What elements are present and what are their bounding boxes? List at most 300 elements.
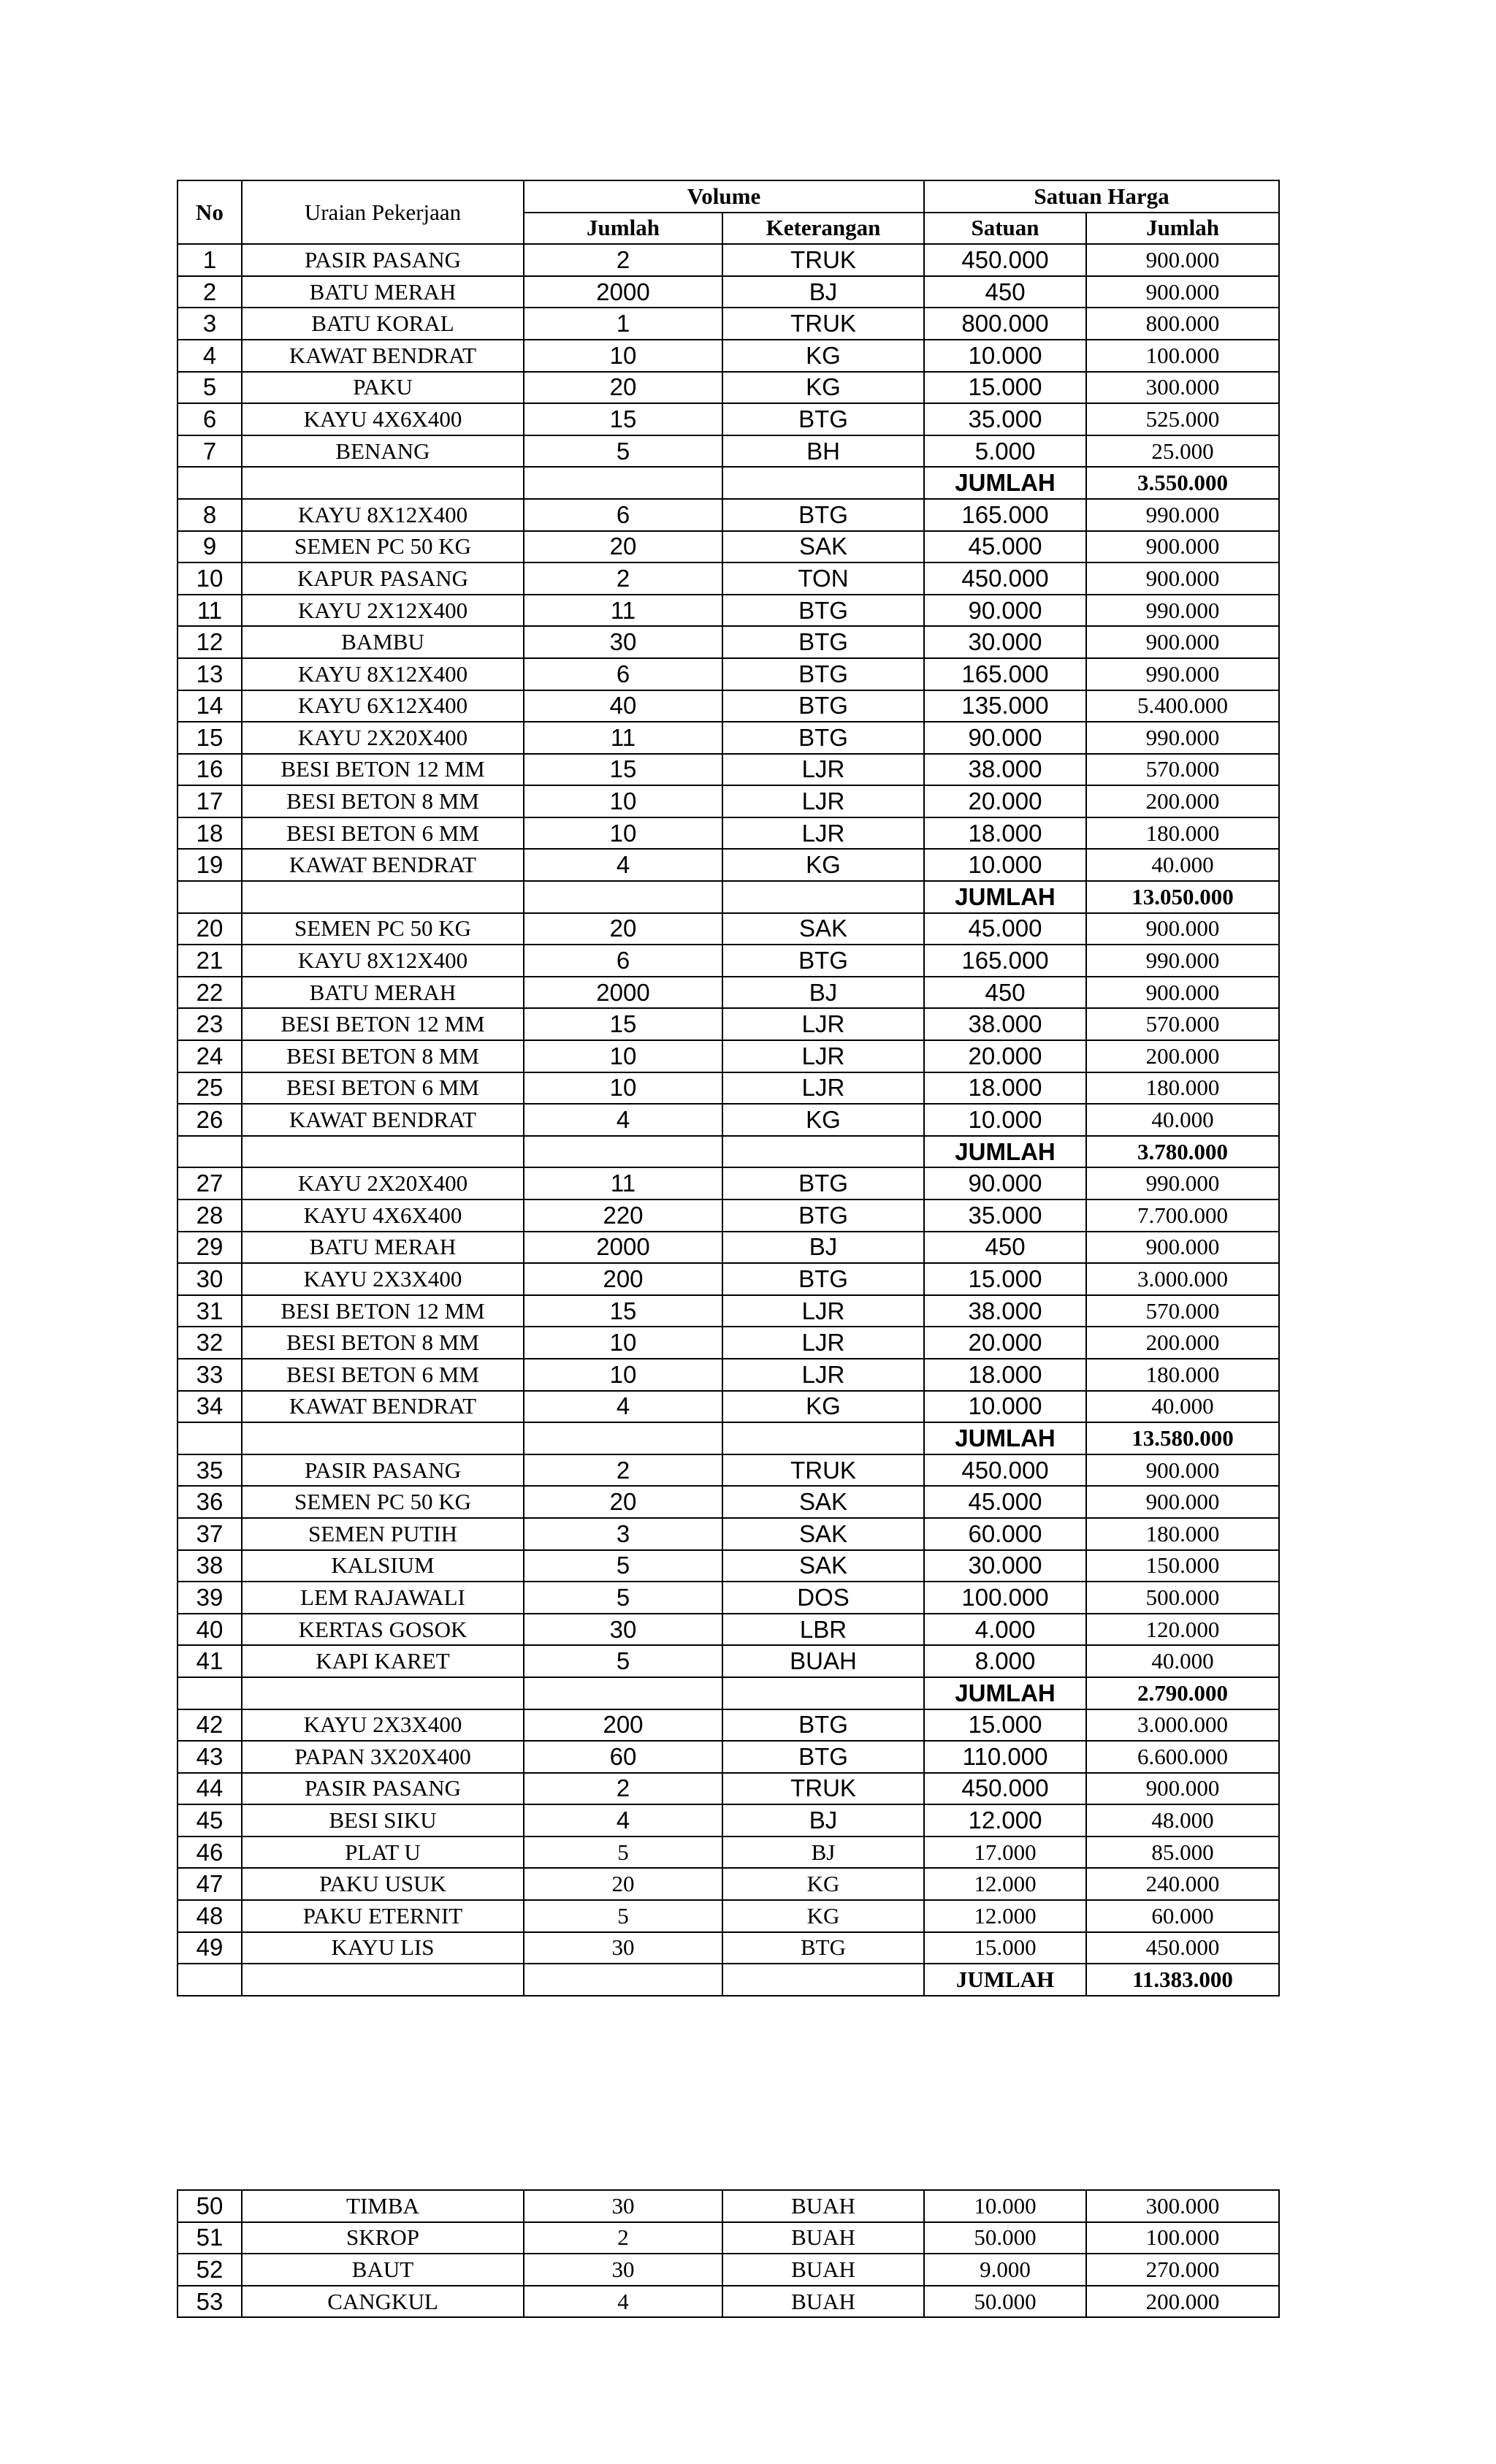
row-uraian: LEM RAJAWALI — [242, 1582, 524, 1614]
row-satuan: 35.000 — [924, 403, 1086, 435]
row-total: 800.000 — [1086, 308, 1279, 340]
table-row — [178, 595, 1279, 627]
row-total: 200.000 — [1086, 1040, 1279, 1072]
row-uraian: KAPI KARET — [242, 1645, 524, 1677]
row-uraian: BATU MERAH — [242, 977, 524, 1009]
row-total: 900.000 — [1086, 626, 1279, 658]
row-satuan: 38.000 — [924, 1295, 1086, 1327]
row-no: 23 — [178, 1008, 242, 1040]
row-total: 85.000 — [1086, 1836, 1279, 1869]
row-no: 51 — [178, 2222, 242, 2254]
table-row — [178, 1804, 1279, 1836]
subtotal-label: JUMLAH — [924, 1422, 1086, 1454]
row-satuan: 20.000 — [924, 1040, 1086, 1072]
subtotal-empty — [524, 1964, 722, 1996]
row-uraian: PAKU — [242, 372, 524, 404]
row-uraian: BESI BETON 12 MM — [242, 1008, 524, 1040]
row-satuan: 90.000 — [924, 595, 1086, 627]
row-total: 450.000 — [1086, 1932, 1279, 1964]
table-row — [178, 1836, 1279, 1869]
row-uraian: CANGKUL — [242, 2286, 524, 2318]
row-total: 180.000 — [1086, 1359, 1279, 1391]
subtotal-row — [178, 1677, 1279, 1709]
row-keterangan: BJ — [722, 1836, 924, 1869]
row-satuan: 17.000 — [924, 1836, 1086, 1869]
row-keterangan: BTG — [722, 595, 924, 627]
row-jumlah: 2000 — [524, 977, 722, 1009]
table-row — [178, 531, 1279, 563]
row-total: 40.000 — [1086, 849, 1279, 881]
header-satuan-harga: Satuan Harga — [924, 180, 1279, 213]
table-row — [178, 1232, 1279, 1264]
row-jumlah: 11 — [524, 722, 722, 754]
row-keterangan: BTG — [722, 1167, 924, 1199]
row-total: 180.000 — [1086, 817, 1279, 850]
row-jumlah: 6 — [524, 499, 722, 531]
row-satuan: 8.000 — [924, 1645, 1086, 1677]
row-keterangan: SAK — [722, 531, 924, 563]
row-total: 40.000 — [1086, 1104, 1279, 1136]
row-jumlah: 4 — [524, 1104, 722, 1136]
table-body-continued — [178, 2190, 1279, 2317]
row-uraian: PASIR PASANG — [242, 1773, 524, 1805]
table-header — [178, 180, 1279, 244]
row-keterangan: BTG — [722, 1932, 924, 1964]
subtotal-empty — [242, 1677, 524, 1709]
table-row — [178, 1295, 1279, 1327]
table-row — [178, 372, 1279, 404]
row-no: 25 — [178, 1072, 242, 1105]
table-row — [178, 1327, 1279, 1359]
row-no: 37 — [178, 1518, 242, 1550]
row-uraian: PLAT U — [242, 1836, 524, 1869]
row-jumlah: 4 — [524, 2286, 722, 2318]
row-satuan: 35.000 — [924, 1199, 1086, 1232]
table-row — [178, 626, 1279, 658]
row-satuan: 12.000 — [924, 1804, 1086, 1836]
row-uraian: BAUT — [242, 2254, 524, 2286]
row-keterangan: SAK — [722, 1550, 924, 1582]
row-uraian: BAMBU — [242, 626, 524, 658]
table-row — [178, 1263, 1279, 1295]
row-jumlah: 200 — [524, 1263, 722, 1295]
row-total: 40.000 — [1086, 1645, 1279, 1677]
row-satuan: 12.000 — [924, 1900, 1086, 1932]
row-keterangan: LJR — [722, 1359, 924, 1391]
row-total: 240.000 — [1086, 1868, 1279, 1900]
subtotal-empty — [524, 1677, 722, 1709]
subtotal-empty — [178, 1136, 242, 1168]
row-no: 5 — [178, 372, 242, 404]
row-keterangan: KG — [722, 1900, 924, 1932]
subtotal-value: 3.780.000 — [1086, 1136, 1279, 1168]
row-jumlah: 2 — [524, 1454, 722, 1487]
header-jumlah-harga: Jumlah — [1086, 213, 1279, 245]
row-jumlah: 15 — [524, 1008, 722, 1040]
row-total: 180.000 — [1086, 1518, 1279, 1550]
subtotal-empty — [242, 1422, 524, 1454]
table-row — [178, 817, 1279, 850]
row-total: 300.000 — [1086, 372, 1279, 404]
row-keterangan: BJ — [722, 1804, 924, 1836]
row-keterangan: BJ — [722, 1232, 924, 1264]
row-no: 47 — [178, 1868, 242, 1900]
table-row — [178, 1709, 1279, 1742]
subtotal-row — [178, 1964, 1279, 1996]
row-keterangan: SAK — [722, 913, 924, 945]
row-jumlah: 10 — [524, 1359, 722, 1391]
row-no: 39 — [178, 1582, 242, 1614]
table-row — [178, 1199, 1279, 1232]
subtotal-empty — [178, 467, 242, 499]
row-satuan: 90.000 — [924, 1167, 1086, 1199]
subtotal-row — [178, 1422, 1279, 1454]
row-no: 14 — [178, 690, 242, 722]
row-total: 200.000 — [1086, 2286, 1279, 2318]
row-satuan: 135.000 — [924, 690, 1086, 722]
row-keterangan: BUAH — [722, 2286, 924, 2318]
row-satuan: 10.000 — [924, 1391, 1086, 1423]
row-total: 200.000 — [1086, 1327, 1279, 1359]
row-uraian: KAYU LIS — [242, 1932, 524, 1964]
row-no: 8 — [178, 499, 242, 531]
row-no: 35 — [178, 1454, 242, 1487]
table-row — [178, 977, 1279, 1009]
row-keterangan: LJR — [722, 817, 924, 850]
row-jumlah: 5 — [524, 435, 722, 468]
row-satuan: 18.000 — [924, 1359, 1086, 1391]
row-total: 900.000 — [1086, 276, 1279, 308]
row-total: 100.000 — [1086, 2222, 1279, 2254]
row-satuan: 45.000 — [924, 1486, 1086, 1518]
row-satuan: 15.000 — [924, 1709, 1086, 1742]
subtotal-empty — [722, 1136, 924, 1168]
row-keterangan: BUAH — [722, 2222, 924, 2254]
row-total: 900.000 — [1086, 1232, 1279, 1264]
row-no: 32 — [178, 1327, 242, 1359]
row-satuan: 800.000 — [924, 308, 1086, 340]
table-row — [178, 658, 1279, 690]
row-jumlah: 5 — [524, 1900, 722, 1932]
row-jumlah: 40 — [524, 690, 722, 722]
subtotal-row — [178, 1136, 1279, 1168]
row-jumlah: 5 — [524, 1836, 722, 1869]
subtotal-empty — [178, 1677, 242, 1709]
row-satuan: 450.000 — [924, 562, 1086, 595]
subtotal-label: JUMLAH — [924, 1136, 1086, 1168]
row-uraian: KAYU 8X12X400 — [242, 945, 524, 977]
table-row — [178, 1900, 1279, 1932]
row-satuan: 110.000 — [924, 1741, 1086, 1773]
row-uraian: BATU MERAH — [242, 276, 524, 308]
table-row — [178, 435, 1279, 468]
subtotal-label: JUMLAH — [924, 1964, 1086, 1996]
row-jumlah: 200 — [524, 1709, 722, 1742]
table-row — [178, 945, 1279, 977]
row-total: 6.600.000 — [1086, 1741, 1279, 1773]
row-total: 40.000 — [1086, 1391, 1279, 1423]
row-keterangan: BUAH — [722, 2254, 924, 2286]
row-keterangan: LBR — [722, 1614, 924, 1646]
row-keterangan: SAK — [722, 1518, 924, 1550]
row-satuan: 450.000 — [924, 244, 1086, 276]
row-no: 49 — [178, 1932, 242, 1964]
row-keterangan: TON — [722, 562, 924, 595]
row-satuan: 9.000 — [924, 2254, 1086, 2286]
row-keterangan: LJR — [722, 1072, 924, 1105]
row-uraian: BESI BETON 12 MM — [242, 754, 524, 786]
table-row — [178, 1868, 1279, 1900]
header-keterangan: Keterangan — [722, 213, 924, 245]
row-no: 46 — [178, 1836, 242, 1869]
row-jumlah: 5 — [524, 1645, 722, 1677]
row-no: 1 — [178, 244, 242, 276]
table-row — [178, 1040, 1279, 1072]
row-jumlah: 20 — [524, 913, 722, 945]
row-satuan: 18.000 — [924, 1072, 1086, 1105]
row-satuan: 10.000 — [924, 340, 1086, 372]
row-total: 900.000 — [1086, 562, 1279, 595]
row-no: 9 — [178, 531, 242, 563]
row-jumlah: 20 — [524, 372, 722, 404]
row-jumlah: 2 — [524, 244, 722, 276]
row-satuan: 30.000 — [924, 1550, 1086, 1582]
row-jumlah: 10 — [524, 340, 722, 372]
row-uraian: BESI BETON 8 MM — [242, 785, 524, 817]
row-uraian: KAWAT BENDRAT — [242, 849, 524, 881]
row-jumlah: 20 — [524, 1486, 722, 1518]
row-satuan: 165.000 — [924, 499, 1086, 531]
subtotal-label: JUMLAH — [924, 881, 1086, 913]
table-row — [178, 1614, 1279, 1646]
row-keterangan: BJ — [722, 977, 924, 1009]
row-no: 21 — [178, 945, 242, 977]
row-jumlah: 11 — [524, 595, 722, 627]
table-row — [178, 308, 1279, 340]
row-uraian: KAWAT BENDRAT — [242, 1391, 524, 1423]
subtotal-empty — [722, 1964, 924, 1996]
row-satuan: 15.000 — [924, 1932, 1086, 1964]
subtotal-empty — [524, 1422, 722, 1454]
row-jumlah: 4 — [524, 1391, 722, 1423]
row-jumlah: 10 — [524, 1327, 722, 1359]
row-no: 24 — [178, 1040, 242, 1072]
row-keterangan: BTG — [722, 658, 924, 690]
row-satuan: 4.000 — [924, 1614, 1086, 1646]
row-no: 41 — [178, 1645, 242, 1677]
row-total: 5.400.000 — [1086, 690, 1279, 722]
row-keterangan: BTG — [722, 690, 924, 722]
row-satuan: 450.000 — [924, 1454, 1086, 1487]
row-jumlah: 6 — [524, 945, 722, 977]
row-uraian: BESI SIKU — [242, 1804, 524, 1836]
row-no: 17 — [178, 785, 242, 817]
table-row — [178, 562, 1279, 595]
row-jumlah: 2 — [524, 2222, 722, 2254]
row-total: 120.000 — [1086, 1614, 1279, 1646]
row-keterangan: BTG — [722, 403, 924, 435]
row-keterangan: BTG — [722, 626, 924, 658]
row-keterangan: KG — [722, 1868, 924, 1900]
row-jumlah: 30 — [524, 626, 722, 658]
row-jumlah: 220 — [524, 1199, 722, 1232]
row-satuan: 30.000 — [924, 626, 1086, 658]
row-total: 3.000.000 — [1086, 1263, 1279, 1295]
materials-table — [177, 180, 1280, 1996]
row-satuan: 450 — [924, 1232, 1086, 1264]
row-satuan: 50.000 — [924, 2286, 1086, 2318]
row-no: 36 — [178, 1486, 242, 1518]
row-uraian: SEMEN PUTIH — [242, 1518, 524, 1550]
row-total: 900.000 — [1086, 1486, 1279, 1518]
row-uraian: BENANG — [242, 435, 524, 468]
row-no: 16 — [178, 754, 242, 786]
row-keterangan: KG — [722, 340, 924, 372]
row-no: 50 — [178, 2190, 242, 2222]
table-row — [178, 690, 1279, 722]
row-jumlah: 10 — [524, 785, 722, 817]
row-uraian: KAYU 6X12X400 — [242, 690, 524, 722]
row-uraian: KAYU 2X3X400 — [242, 1709, 524, 1742]
row-satuan: 165.000 — [924, 658, 1086, 690]
row-jumlah: 20 — [524, 531, 722, 563]
row-no: 29 — [178, 1232, 242, 1264]
row-satuan: 100.000 — [924, 1582, 1086, 1614]
subtotal-empty — [722, 1422, 924, 1454]
row-jumlah: 4 — [524, 849, 722, 881]
row-uraian: KAPUR PASANG — [242, 562, 524, 595]
row-uraian: BESI BETON 12 MM — [242, 1295, 524, 1327]
row-uraian: BESI BETON 6 MM — [242, 817, 524, 850]
subtotal-empty — [242, 1964, 524, 1996]
row-satuan: 10.000 — [924, 1104, 1086, 1136]
row-keterangan: DOS — [722, 1582, 924, 1614]
table-row — [178, 2286, 1279, 2318]
row-satuan: 165.000 — [924, 945, 1086, 977]
row-uraian: KAYU 2X20X400 — [242, 1167, 524, 1199]
header-uraian: Uraian Pekerjaan — [242, 180, 524, 244]
row-keterangan: TRUK — [722, 1773, 924, 1805]
row-uraian: BATU KORAL — [242, 308, 524, 340]
row-satuan: 60.000 — [924, 1518, 1086, 1550]
row-satuan: 10.000 — [924, 2190, 1086, 2222]
row-keterangan: BTG — [722, 722, 924, 754]
row-uraian: PASIR PASANG — [242, 244, 524, 276]
row-jumlah: 5 — [524, 1582, 722, 1614]
row-keterangan: KG — [722, 372, 924, 404]
row-jumlah: 2000 — [524, 1232, 722, 1264]
table-row — [178, 1454, 1279, 1487]
table-row — [178, 722, 1279, 754]
row-keterangan: BTG — [722, 499, 924, 531]
row-keterangan: BTG — [722, 945, 924, 977]
row-keterangan: LJR — [722, 1008, 924, 1040]
subtotal-empty — [178, 1964, 242, 1996]
row-uraian: KAYU 8X12X400 — [242, 658, 524, 690]
row-no: 38 — [178, 1550, 242, 1582]
row-keterangan: LJR — [722, 1327, 924, 1359]
row-uraian: KAYU 2X20X400 — [242, 722, 524, 754]
row-jumlah: 2000 — [524, 276, 722, 308]
table-row — [178, 913, 1279, 945]
row-no: 44 — [178, 1773, 242, 1805]
row-keterangan: TRUK — [722, 244, 924, 276]
row-uraian: PAKU USUK — [242, 1868, 524, 1900]
row-keterangan: BJ — [722, 276, 924, 308]
row-total: 570.000 — [1086, 1295, 1279, 1327]
row-jumlah: 30 — [524, 1614, 722, 1646]
row-uraian: KAYU 2X12X400 — [242, 595, 524, 627]
row-uraian: SEMEN PC 50 KG — [242, 913, 524, 945]
row-satuan: 38.000 — [924, 1008, 1086, 1040]
row-keterangan: BUAH — [722, 2190, 924, 2222]
subtotal-empty — [178, 1422, 242, 1454]
row-jumlah: 15 — [524, 1295, 722, 1327]
row-jumlah: 2 — [524, 1773, 722, 1805]
row-jumlah: 30 — [524, 1932, 722, 1964]
row-total: 900.000 — [1086, 1454, 1279, 1487]
row-no: 4 — [178, 340, 242, 372]
row-jumlah: 1 — [524, 308, 722, 340]
row-keterangan: BTG — [722, 1199, 924, 1232]
header-no: No — [178, 180, 242, 244]
subtotal-empty — [178, 881, 242, 913]
row-uraian: KALSIUM — [242, 1550, 524, 1582]
subtotal-value: 13.050.000 — [1086, 881, 1279, 913]
row-uraian: KAYU 8X12X400 — [242, 499, 524, 531]
row-no: 30 — [178, 1263, 242, 1295]
row-no: 42 — [178, 1709, 242, 1742]
row-total: 570.000 — [1086, 754, 1279, 786]
row-no: 53 — [178, 2286, 242, 2318]
row-keterangan: KG — [722, 849, 924, 881]
row-uraian: KAWAT BENDRAT — [242, 340, 524, 372]
header-volume: Volume — [524, 180, 924, 213]
row-satuan: 50.000 — [924, 2222, 1086, 2254]
table-body — [178, 244, 1279, 1996]
row-total: 900.000 — [1086, 244, 1279, 276]
row-no: 18 — [178, 817, 242, 850]
row-total: 48.000 — [1086, 1804, 1279, 1836]
row-no: 22 — [178, 977, 242, 1009]
row-keterangan: KG — [722, 1104, 924, 1136]
row-total: 900.000 — [1086, 977, 1279, 1009]
table-row — [178, 1167, 1279, 1199]
row-keterangan: LJR — [722, 754, 924, 786]
row-jumlah: 30 — [524, 2190, 722, 2222]
row-uraian: TIMBA — [242, 2190, 524, 2222]
row-no: 31 — [178, 1295, 242, 1327]
table-row — [178, 1645, 1279, 1677]
row-total: 990.000 — [1086, 595, 1279, 627]
row-uraian: PAKU ETERNIT — [242, 1900, 524, 1932]
row-total: 25.000 — [1086, 435, 1279, 468]
row-total: 990.000 — [1086, 945, 1279, 977]
row-uraian: KAYU 4X6X400 — [242, 403, 524, 435]
table-row — [178, 754, 1279, 786]
row-no: 11 — [178, 595, 242, 627]
row-satuan: 10.000 — [924, 849, 1086, 881]
row-total: 570.000 — [1086, 1008, 1279, 1040]
row-total: 900.000 — [1086, 913, 1279, 945]
table-row — [178, 340, 1279, 372]
row-no: 20 — [178, 913, 242, 945]
row-no: 12 — [178, 626, 242, 658]
subtotal-label: JUMLAH — [924, 1677, 1086, 1709]
row-jumlah: 2 — [524, 562, 722, 595]
row-total: 3.000.000 — [1086, 1709, 1279, 1742]
row-uraian: KERTAS GOSOK — [242, 1614, 524, 1646]
